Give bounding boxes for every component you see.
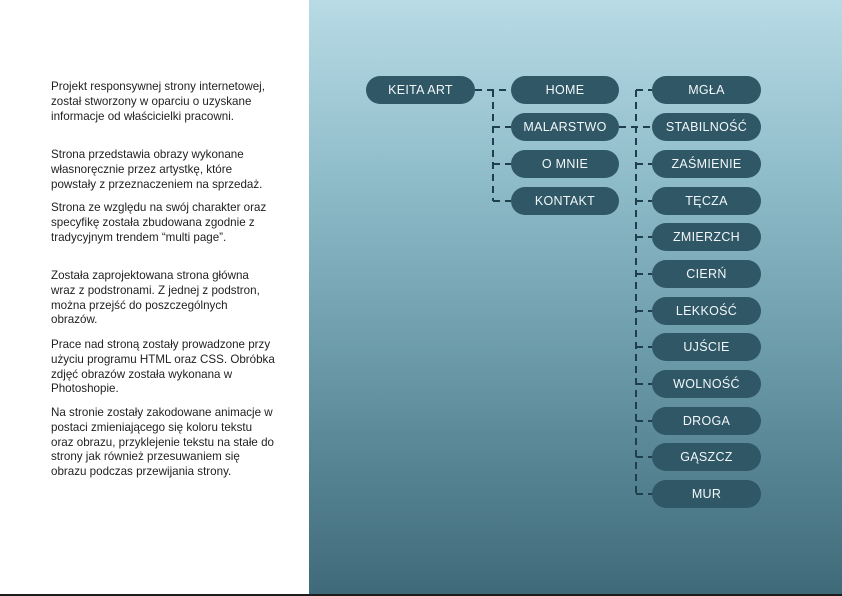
description-paragraph-1: Projekt responsywnej strony internetowej, został stworzony w oparciu o uzyskane informacje od właścicielki pracowni. [51,80,265,123]
sitemap-painting-gaszcz: GĄSZCZ [652,443,761,471]
description-panel [0,0,309,596]
sitemap-painting-mgla: MGŁA [652,76,761,104]
sitemap-painting-lekkosc: LEKKOŚĆ [652,297,761,325]
sitemap-painting-ujscie: UJŚCIE [652,333,761,361]
sitemap-root-node: KEITA ART [366,76,475,104]
description-paragraph-4: Została zaprojektowana strona główna wraz z podstronami. Z jednej z podstron, można przejść do poszczególnych obrazów. [51,269,260,327]
sitemap-painting-zasmienie: ZAŚMIENIE [652,150,761,178]
description-paragraph-6: Na stronie zostały zakodowane animacje w postaci zmieniającego się koloru tekstu oraz obrazu, przyklejenie tekstu na stałe do strony jak również przesuwaniem się obrazu podczas przewijania strony. [51,406,274,479]
sitemap-painting-mur: MUR [652,480,761,508]
sitemap-painting-tecza: TĘCZA [652,187,761,215]
description-paragraph-5: Prace nad stroną zostały prowadzone przy użyciu programu HTML oraz CSS. Obróbka zdjęć obrazów została wykonana w Photoshopie. [51,338,275,396]
sitemap-page-home: HOME [511,76,619,104]
sitemap-panel [309,0,842,594]
sitemap-painting-droga: DROGA [652,407,761,435]
description-paragraph-3: Strona ze względu na swój charakter oraz specyfikę została zbudowana zgodnie z tradycyjnym trendem “multi page”. [51,201,267,244]
sitemap-painting-zmierzch: ZMIERZCH [652,223,761,251]
description-paragraph-2: Strona przedstawia obrazy wykonane własnoręcznie przez artystkę, które powstały z przeznaczeniem na sprzedaż. [51,148,263,191]
sitemap-page-kontakt: KONTAKT [511,187,619,215]
sitemap-page-malarstwo: MALARSTWO [511,113,619,141]
sitemap-painting-stabilnosc: STABILNOŚĆ [652,113,761,141]
sitemap-painting-wolnosc: WOLNOŚĆ [652,370,761,398]
sitemap-painting-ciern: CIERŃ [652,260,761,288]
sitemap-page-o-mnie: O MNIE [511,150,619,178]
